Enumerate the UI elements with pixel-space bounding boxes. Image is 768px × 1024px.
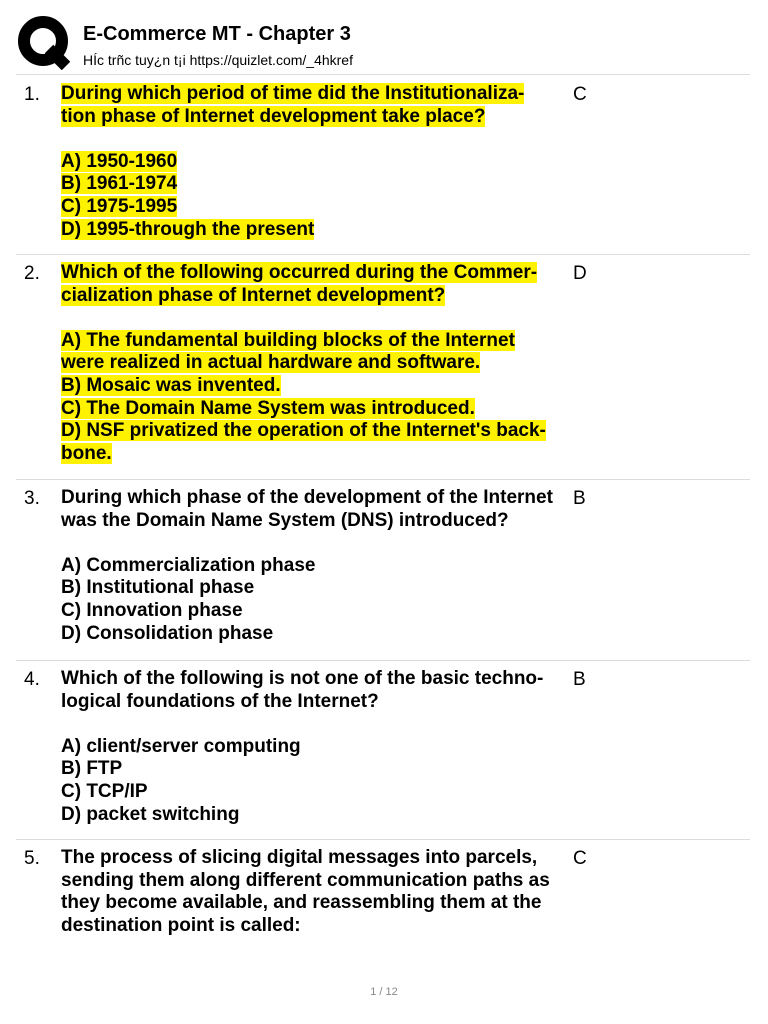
line [61, 420, 571, 443]
text-line: they become available, and reassembling them at the [61, 892, 542, 914]
text-line: During which phase of the development of the Internet [61, 487, 553, 508]
answer-option: C) The Domain Name System was introduced. [61, 397, 475, 419]
question-text [61, 262, 571, 465]
answer-option: B) FTP [61, 758, 123, 780]
line [61, 510, 571, 533]
spacer [61, 128, 571, 151]
answer-option: C) 1975-1995 [61, 195, 178, 217]
answer-option: D) NSF privatized the operation of the Internet's back- [61, 420, 546, 442]
question-number: 4. [24, 669, 40, 690]
line [61, 398, 571, 421]
question-divider [16, 254, 750, 255]
quizlet-q-logo-icon [16, 14, 72, 70]
line [61, 870, 571, 893]
line [61, 623, 571, 646]
document-title: E-Commerce MT - Chapter 3 [83, 23, 351, 45]
text-line: During which period of time did the Institutionaliza- [61, 83, 525, 104]
line [61, 804, 571, 827]
line [61, 600, 571, 623]
answer-key: C [573, 848, 587, 869]
text-line: Which of the following is not one of the basic techno- [61, 668, 544, 689]
answer-option: B) 1961-1974 [61, 173, 178, 195]
answer-option: A) The fundamental building blocks of the Internet [61, 329, 515, 351]
line [61, 736, 571, 759]
line [61, 555, 571, 578]
line [61, 758, 571, 781]
answer-key: C [573, 84, 587, 105]
line [61, 106, 571, 129]
text-line: destination point is called: [61, 914, 301, 936]
text-line: tion phase of Internet development take place? [61, 105, 486, 127]
spacer [61, 713, 571, 736]
text-line: was the Domain Name System (DNS) introduced? [61, 509, 509, 531]
text-line: sending them along different communication paths as [61, 869, 550, 891]
line [61, 668, 571, 691]
question-text [61, 487, 571, 645]
question-text [61, 668, 571, 826]
text-line: Which of the following occurred during the Commer- [61, 262, 538, 283]
spacer [61, 307, 571, 330]
line [61, 915, 571, 938]
line [61, 151, 571, 174]
line [61, 375, 571, 398]
question-number: 5. [24, 848, 40, 869]
answer-option: A) client/server computing [61, 735, 301, 757]
text-line: The process of slicing digital messages into parcels, [61, 847, 538, 868]
question-text [61, 847, 571, 937]
line [61, 196, 571, 219]
question-divider [16, 660, 750, 661]
line [61, 781, 571, 804]
line [61, 285, 571, 308]
answer-option: D) 1995-through the present [61, 218, 315, 240]
question-number: 1. [24, 84, 40, 105]
line [61, 487, 571, 510]
line [61, 262, 571, 285]
answer-option: A) 1950-1960 [61, 150, 178, 172]
line [61, 577, 571, 600]
answer-option: B) Mosaic was invented. [61, 374, 281, 396]
question-number: 2. [24, 263, 40, 284]
answer-option: bone. [61, 442, 112, 464]
answer-option: D) packet switching [61, 803, 240, 825]
line [61, 83, 571, 106]
question-divider [16, 839, 750, 840]
answer-option: C) TCP/IP [61, 780, 148, 802]
question-divider [16, 74, 750, 75]
answer-option: A) Commercialization phase [61, 554, 316, 576]
line [61, 691, 571, 714]
line [61, 330, 571, 353]
text-line: cialization phase of Internet development? [61, 284, 446, 306]
line [61, 443, 571, 466]
line [61, 352, 571, 375]
document-subtitle: HÍc trñc tuy¿n t¡i https://quizlet.com/_4hkref [83, 52, 353, 68]
line [61, 847, 571, 870]
answer-key: D [573, 263, 587, 284]
answer-option: D) Consolidation phase [61, 622, 274, 644]
question-number: 3. [24, 488, 40, 509]
answer-option: C) Innovation phase [61, 599, 243, 621]
line [61, 219, 571, 242]
document-header [16, 14, 750, 74]
line [61, 173, 571, 196]
answer-key: B [573, 669, 586, 690]
spacer [61, 532, 571, 555]
answer-key: B [573, 488, 586, 509]
line [61, 892, 571, 915]
text-line: logical foundations of the Internet? [61, 690, 379, 712]
answer-option: were realized in actual hardware and software. [61, 352, 481, 374]
answer-option: B) Institutional phase [61, 577, 255, 599]
question-divider [16, 479, 750, 480]
question-text [61, 83, 571, 241]
page-indicator: 1 / 12 [370, 986, 398, 998]
